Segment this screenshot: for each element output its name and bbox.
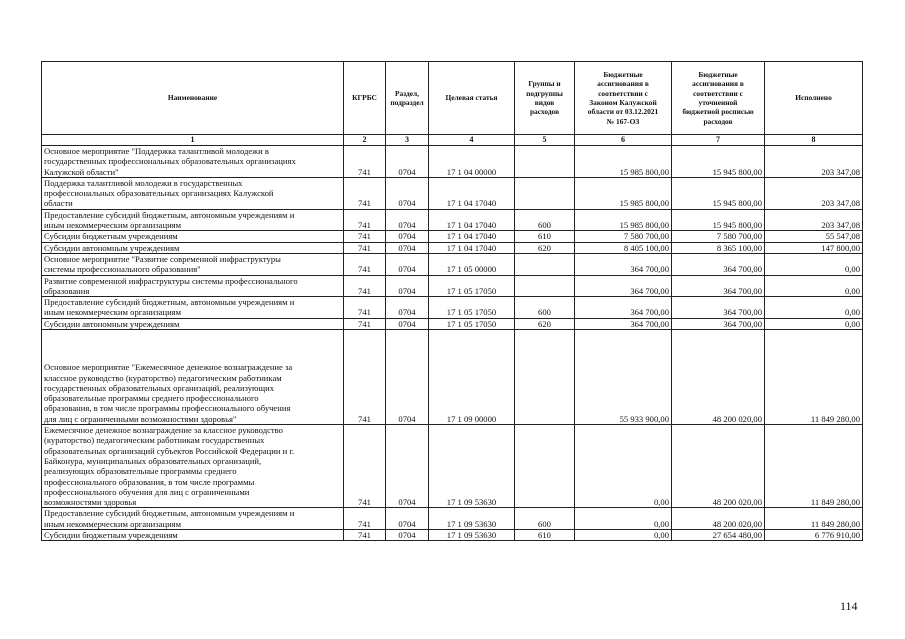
table-row <box>42 318 863 329</box>
cell-refined-allocation: 364 700,00 <box>672 275 765 297</box>
cell-kgrbs: 741 <box>344 297 386 319</box>
table-row <box>42 508 863 530</box>
cell-target-article: 17 1 04 00000 <box>429 146 515 178</box>
cell-executed: 11 849 280,00 <box>765 330 863 425</box>
cell-law-allocation: 8 405 100,00 <box>575 242 672 253</box>
cell-section: 0704 <box>386 425 429 508</box>
cell-section: 0704 <box>386 297 429 319</box>
cell-expense-group <box>515 330 575 425</box>
header-section: Раздел, подраздел <box>386 62 429 135</box>
column-number: 7 <box>672 135 765 146</box>
column-number: 2 <box>344 135 386 146</box>
cell-kgrbs: 741 <box>344 508 386 530</box>
cell-kgrbs: 741 <box>344 177 386 209</box>
cell-name: Субсидии автономным учреждениям <box>42 318 344 329</box>
cell-executed: 203 347,08 <box>765 177 863 209</box>
cell-section: 0704 <box>386 275 429 297</box>
cell-executed: 0,00 <box>765 318 863 329</box>
cell-executed: 147 800,00 <box>765 242 863 253</box>
table-row <box>42 146 863 178</box>
cell-expense-group <box>515 146 575 178</box>
cell-kgrbs: 741 <box>344 231 386 242</box>
cell-law-allocation: 0,00 <box>575 425 672 508</box>
header-law-allocations: Бюджетные ассигнования в соответствии с Законом Калужской области от 03.12.2021 № 167-ОЗ <box>575 62 672 135</box>
column-number: 1 <box>42 135 344 146</box>
cell-law-allocation: 0,00 <box>575 508 672 530</box>
table-row <box>42 530 863 541</box>
cell-name: Поддержка талантливой молодежи в государственных профессиональных образовательных организациях Калужской области <box>42 177 344 209</box>
cell-section: 0704 <box>386 330 429 425</box>
cell-target-article: 17 1 04 17040 <box>429 209 515 231</box>
cell-kgrbs: 741 <box>344 275 386 297</box>
cell-refined-allocation: 364 700,00 <box>672 253 765 275</box>
cell-executed: 55 547,08 <box>765 231 863 242</box>
cell-name: Субсидии бюджетным учреждениям <box>42 231 344 242</box>
table-row <box>42 209 863 231</box>
cell-target-article: 17 1 09 53630 <box>429 425 515 508</box>
cell-kgrbs: 741 <box>344 330 386 425</box>
page-number: 114 <box>840 599 858 613</box>
table-row <box>42 330 863 425</box>
cell-refined-allocation: 364 700,00 <box>672 297 765 319</box>
cell-refined-allocation: 27 654 480,00 <box>672 530 765 541</box>
cell-executed: 0,00 <box>765 253 863 275</box>
cell-expense-group <box>515 425 575 508</box>
cell-kgrbs: 741 <box>344 530 386 541</box>
cell-section: 0704 <box>386 318 429 329</box>
cell-law-allocation: 364 700,00 <box>575 297 672 319</box>
cell-refined-allocation: 48 200 020,00 <box>672 508 765 530</box>
cell-executed: 11 849 280,00 <box>765 425 863 508</box>
cell-kgrbs: 741 <box>344 425 386 508</box>
cell-refined-allocation: 48 200 020,00 <box>672 425 765 508</box>
budget-sheet <box>41 61 862 541</box>
column-number-row <box>42 135 863 146</box>
cell-kgrbs: 741 <box>344 242 386 253</box>
cell-section: 0704 <box>386 508 429 530</box>
cell-expense-group: 610 <box>515 231 575 242</box>
header-executed: Исполнено <box>765 62 863 135</box>
cell-expense-group: 620 <box>515 318 575 329</box>
cell-refined-allocation: 15 945 800,00 <box>672 146 765 178</box>
cell-name: Основное мероприятие "Ежемесячное денежное вознаграждение за классное руководство (кураторство) педагогическим работникам государственных образовательных организаций, реализующих образовательные программы среднего профессионального образования, в том числе программы профессионального обучения для лиц с ограниченными возможностями здоровья" <box>42 330 344 425</box>
cell-section: 0704 <box>386 253 429 275</box>
table-header-row <box>42 62 863 135</box>
cell-target-article: 17 1 04 17040 <box>429 242 515 253</box>
column-number: 4 <box>429 135 515 146</box>
cell-executed: 6 776 910,00 <box>765 530 863 541</box>
cell-section: 0704 <box>386 231 429 242</box>
cell-executed: 203 347,08 <box>765 209 863 231</box>
cell-executed: 11 849 280,00 <box>765 508 863 530</box>
cell-section: 0704 <box>386 242 429 253</box>
cell-refined-allocation: 48 200 020,00 <box>672 330 765 425</box>
cell-kgrbs: 741 <box>344 209 386 231</box>
cell-name: Субсидии бюджетным учреждениям <box>42 530 344 541</box>
cell-kgrbs: 741 <box>344 253 386 275</box>
cell-name: Предоставление субсидий бюджетным, автономным учреждениям и иным некоммерческим организациям <box>42 297 344 319</box>
cell-refined-allocation: 8 365 100,00 <box>672 242 765 253</box>
cell-target-article: 17 1 09 00000 <box>429 330 515 425</box>
cell-expense-group: 610 <box>515 530 575 541</box>
cell-section: 0704 <box>386 177 429 209</box>
cell-law-allocation: 0,00 <box>575 530 672 541</box>
cell-target-article: 17 1 05 17050 <box>429 297 515 319</box>
column-number: 8 <box>765 135 863 146</box>
table-row <box>42 297 863 319</box>
cell-target-article: 17 1 09 53630 <box>429 508 515 530</box>
table-row <box>42 177 863 209</box>
cell-law-allocation: 15 985 800,00 <box>575 209 672 231</box>
cell-name: Субсидии автономным учреждениям <box>42 242 344 253</box>
cell-expense-group: 600 <box>515 297 575 319</box>
cell-law-allocation: 364 700,00 <box>575 275 672 297</box>
header-expense-group: Группы и подгруппы видов расходов <box>515 62 575 135</box>
cell-law-allocation: 15 985 800,00 <box>575 177 672 209</box>
cell-name: Предоставление субсидий бюджетным, автономным учреждениям и иным некоммерческим организациям <box>42 508 344 530</box>
header-target-article: Целевая статья <box>429 62 515 135</box>
header-kgrbs: КГРБС <box>344 62 386 135</box>
table-row <box>42 275 863 297</box>
cell-section: 0704 <box>386 530 429 541</box>
header-refined-allocations: Бюджетные ассигнования в соответствии с уточненной бюджетной росписью расходов <box>672 62 765 135</box>
cell-kgrbs: 741 <box>344 146 386 178</box>
table-row <box>42 231 863 242</box>
column-number: 5 <box>515 135 575 146</box>
cell-law-allocation: 7 580 700,00 <box>575 231 672 242</box>
column-number: 3 <box>386 135 429 146</box>
table-row <box>42 425 863 508</box>
cell-target-article: 17 1 04 17040 <box>429 231 515 242</box>
cell-name: Ежемесячное денежное вознаграждение за классное руководство (кураторство) педагогическим работникам государственных образовательных организаций субъектов Российской Федерации и г. Байконура, муниципальных образовательных организаций, реализующих образовательные программы среднего профессионального образования, в том числе программы профессионального обучения для лиц с ограниченными возможностями здоровья <box>42 425 344 508</box>
cell-section: 0704 <box>386 209 429 231</box>
cell-executed: 0,00 <box>765 297 863 319</box>
table-row <box>42 253 863 275</box>
cell-expense-group <box>515 177 575 209</box>
cell-target-article: 17 1 05 17050 <box>429 318 515 329</box>
cell-executed: 0,00 <box>765 275 863 297</box>
cell-expense-group: 600 <box>515 508 575 530</box>
cell-kgrbs: 741 <box>344 318 386 329</box>
cell-expense-group <box>515 275 575 297</box>
cell-law-allocation: 15 985 800,00 <box>575 146 672 178</box>
budget-execution-table <box>41 61 863 541</box>
cell-expense-group <box>515 253 575 275</box>
cell-target-article: 17 1 05 17050 <box>429 275 515 297</box>
cell-refined-allocation: 7 580 700,00 <box>672 231 765 242</box>
cell-name: Основное мероприятие "Поддержка талантливой молодежи в государственных профессиональных образовательных организациях Калужской области" <box>42 146 344 178</box>
cell-target-article: 17 1 04 17040 <box>429 177 515 209</box>
cell-refined-allocation: 364 700,00 <box>672 318 765 329</box>
cell-name: Развитие современной инфраструктуры системы профессионального образования <box>42 275 344 297</box>
cell-target-article: 17 1 09 53630 <box>429 530 515 541</box>
cell-law-allocation: 55 933 900,00 <box>575 330 672 425</box>
cell-law-allocation: 364 700,00 <box>575 253 672 275</box>
cell-expense-group: 600 <box>515 209 575 231</box>
cell-executed: 203 347,08 <box>765 146 863 178</box>
table-row <box>42 242 863 253</box>
column-number: 6 <box>575 135 672 146</box>
cell-refined-allocation: 15 945 800,00 <box>672 209 765 231</box>
cell-refined-allocation: 15 945 800,00 <box>672 177 765 209</box>
cell-law-allocation: 364 700,00 <box>575 318 672 329</box>
cell-expense-group: 620 <box>515 242 575 253</box>
header-name: Наименование <box>42 62 344 135</box>
cell-target-article: 17 1 05 00000 <box>429 253 515 275</box>
cell-section: 0704 <box>386 146 429 178</box>
cell-name: Основное мероприятие "Развитие современной инфраструктуры системы профессионального образования" <box>42 253 344 275</box>
cell-name: Предоставление субсидий бюджетным, автономным учреждениям и иным некоммерческим организациям <box>42 209 344 231</box>
